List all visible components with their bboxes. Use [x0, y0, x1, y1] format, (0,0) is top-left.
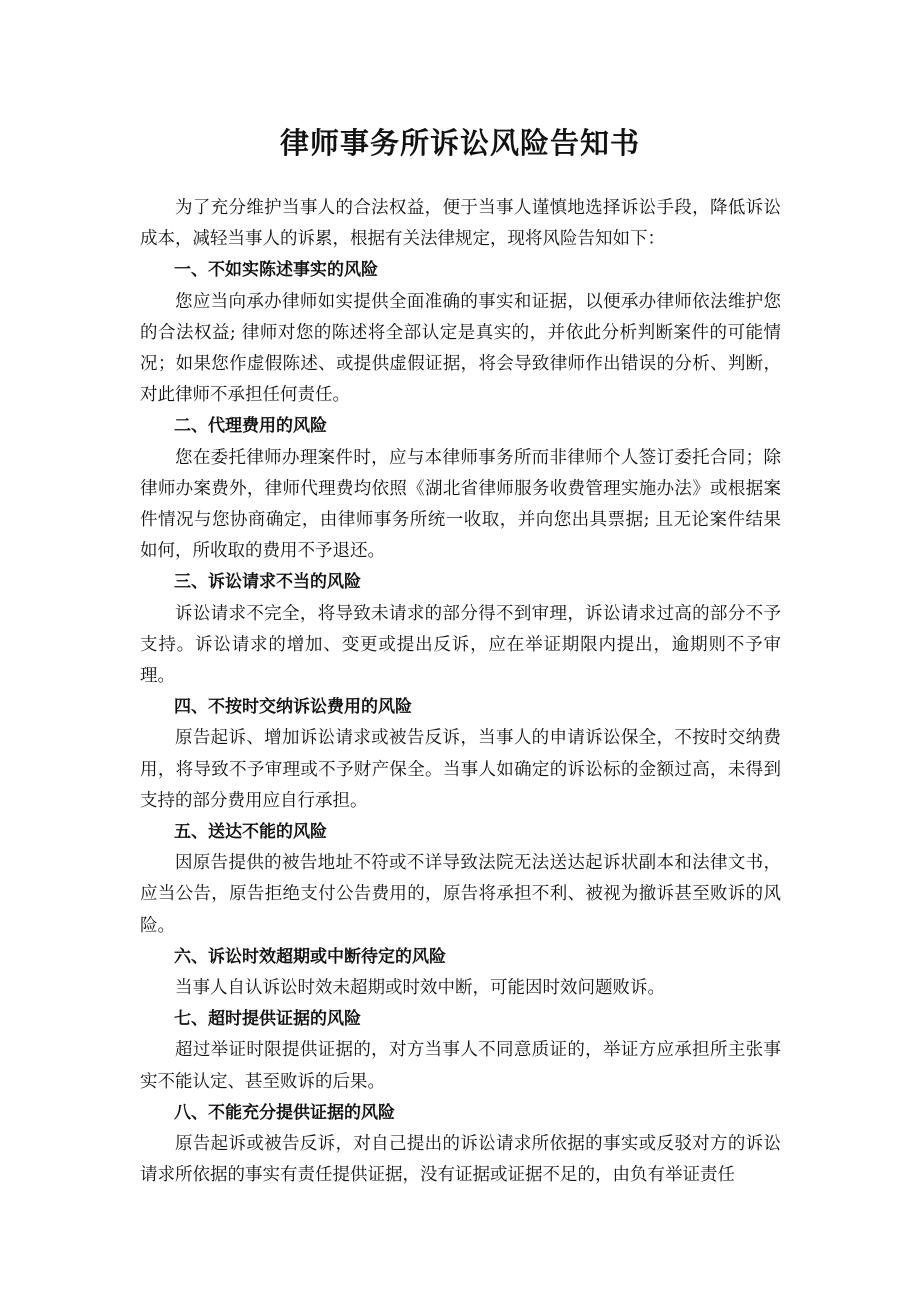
section-text-2: 您在委托律师办理案件时，应与本律师事务所而非律师个人签订委托合同；除律师办案费外，律师代理费均依照《湖北省律师服务收费管理实施办法》或根据案件情况与您协商确定，由律师事务所统一收取，并向您出具票据; 且无论案件结果如何，所收取的费用不予退还。	[140, 447, 781, 562]
document-body	[140, 193, 781, 1192]
section-heading-3: 三、诉讼请求不当的风险	[174, 572, 361, 593]
section-heading-1: 一、不如实陈述事实的风险	[174, 260, 378, 281]
section-text-8: 原告起诉或被告反诉，对自己提出的诉讼请求所依据的事实或反驳对方的诉讼请求所依据的事实有责任提供证据，没有证据或证据不足的，由负有举证责任	[140, 1134, 781, 1186]
document-title: 律师事务所诉讼风险告知书	[279, 126, 640, 160]
section-heading-2: 二、代理费用的风险	[174, 416, 327, 437]
section-heading-7: 七、超时提供证据的风险	[174, 1009, 361, 1030]
section-text-5: 因原告提供的被告地址不符或不详导致法院无法送达起诉状副本和法律文书，应当公告，原告拒绝支付公告费用的，原告将承担不利、被视为撤诉甚至败诉的风险。	[140, 853, 781, 936]
section-heading-5: 五、送达不能的风险	[174, 822, 327, 843]
section-heading-8: 八、不能充分提供证据的风险	[174, 1102, 395, 1123]
section-text-7: 超过举证时限提供证据的，对方当事人不同意质证的，举证方应承担所主张事实不能认定、甚至败诉的后果。	[140, 1040, 781, 1092]
section-heading-6: 六、诉讼时效超期或中断待定的风险	[174, 946, 446, 967]
intro-paragraph: 为了充分维护当事人的合法权益，便于当事人谨慎地选择诉讼手段，降低诉讼成本，减轻当事人的诉累，根据有关法律规定，现将风险告知如下：	[140, 198, 781, 250]
section-text-6: 当事人自认诉讼时效未超期或时效中断，可能因时效问题败诉。	[175, 978, 665, 999]
section-text-4: 原告起诉、增加诉讼请求或被告反诉，当事人的申请诉讼保全，不按时交纳费用，将导致不予审理或不予财产保全。当事人如确定的诉讼标的金额过高，未得到支持的部分费用应自行承担。	[140, 728, 781, 811]
section-heading-4: 四、不按时交纳诉讼费用的风险	[174, 697, 412, 718]
section-text-1: 您应当向承办律师如实提供全面准确的事实和证据，以便承办律师依法维护您的合法权益; 律师对您的陈述将全部认定是真实的，并依此分析判断案件的可能情况；如果您作虚假陈述、或提供虚假证据，将会导致律师作出错误的分析、判断，对此律师不承担任何责任。	[140, 291, 781, 406]
section-text-3: 诉讼请求不完全，将导致未请求的部分得不到审理，诉讼请求过高的部分不予支持。诉讼请求的增加、变更或提出反诉，应在举证期限内提出，逾期则不予审理。	[140, 603, 781, 687]
